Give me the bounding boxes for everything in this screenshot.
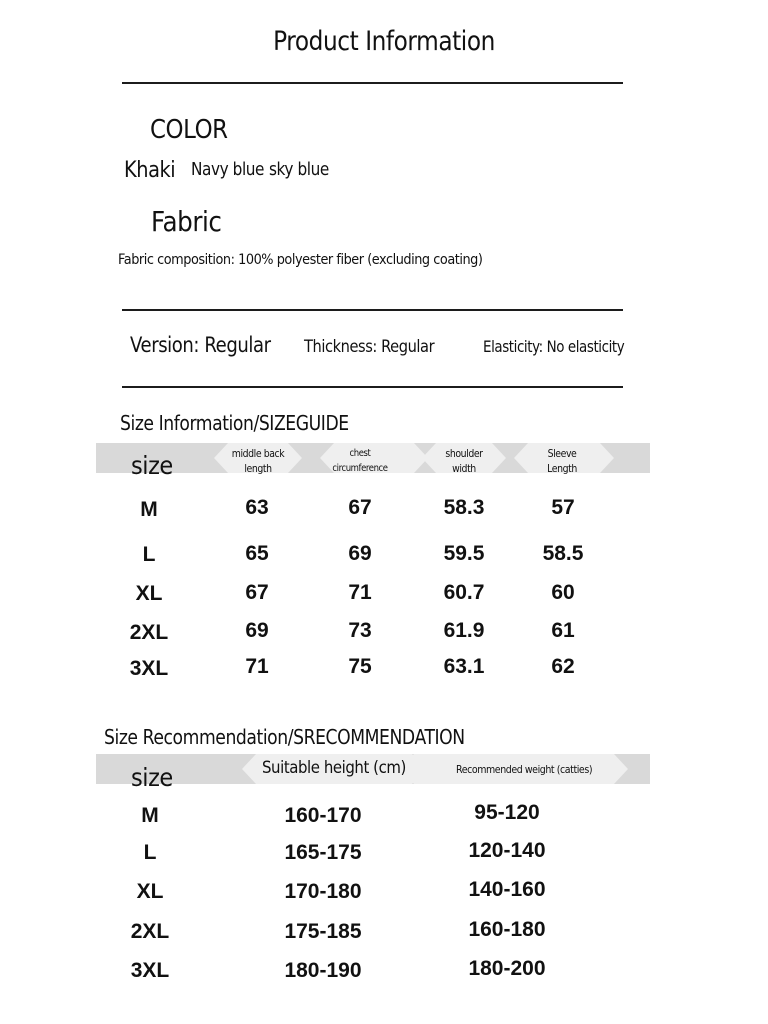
row-size-label: L: [143, 841, 157, 864]
row-size-label: L: [142, 543, 156, 566]
fabric-composition: Fabric composition: 100% polyester fiber (excluding coating): [118, 252, 483, 268]
spec-thickness: Thickness: Regular: [304, 337, 435, 357]
cell-value: 62: [551, 655, 575, 678]
divider: [122, 82, 623, 84]
weight-range: 95-120: [474, 801, 540, 824]
cell-value: 61.9: [443, 619, 485, 642]
cell-value: 57: [551, 496, 575, 519]
cell-value: 63: [245, 496, 269, 519]
row-size-label: M: [140, 498, 158, 521]
cell-value: 69: [245, 619, 269, 642]
column-header-recommended-weight: Recommended weight (catties): [456, 763, 593, 776]
cell-value: 59.5: [443, 542, 485, 565]
cell-value: 60: [551, 581, 575, 604]
cell-value: 73: [348, 619, 372, 642]
column-header-shoulder-width: shoulder width: [445, 447, 483, 475]
cell-value: 65: [245, 542, 269, 565]
cell-value: 71: [245, 655, 269, 678]
spec-elasticity: Elasticity: No elasticity: [483, 337, 625, 356]
weight-range: 140-160: [468, 878, 546, 901]
spec-version: Version: Regular: [130, 333, 271, 357]
cell-value: 60.7: [443, 581, 485, 604]
column-header-suitable-height: Suitable height (cm): [262, 758, 406, 778]
row-size-label: 3XL: [130, 959, 170, 982]
cell-value: 67: [348, 496, 372, 519]
color-option-sky-blue: sky blue: [269, 159, 329, 180]
cell-value: 58.5: [542, 542, 584, 565]
height-range: 175-185: [284, 920, 362, 943]
size-info-title: Size Information/SIZEGUIDE: [120, 411, 349, 435]
column-header-chest-circumference: chest circumference: [332, 448, 388, 474]
size-recommendation-size-header: size: [131, 763, 173, 792]
weight-range: 160-180: [468, 918, 546, 941]
height-range: 160-170: [284, 804, 362, 827]
height-range: 180-190: [284, 959, 362, 982]
page-title: Product Information: [273, 26, 495, 57]
row-size-label: XL: [135, 582, 163, 605]
weight-range: 180-200: [468, 957, 546, 980]
row-size-label: 3XL: [129, 657, 169, 680]
column-header-sleeve-length: Sleeve Length: [547, 447, 577, 475]
row-size-label: XL: [136, 880, 164, 903]
height-range: 170-180: [284, 880, 362, 903]
cell-value: 67: [245, 581, 269, 604]
cell-value: 69: [348, 542, 372, 565]
cell-value: 61: [551, 619, 575, 642]
size-recommendation-title: Size Recommendation/SRECOMMENDATION: [104, 725, 465, 749]
height-range: 165-175: [284, 841, 362, 864]
cell-value: 75: [348, 655, 372, 678]
fabric-heading: Fabric: [151, 205, 222, 238]
column-header-middle-back-length: middle back length: [231, 447, 285, 475]
color-option-khaki: Khaki: [124, 158, 176, 183]
row-size-label: 2XL: [130, 920, 170, 943]
weight-range: 120-140: [468, 839, 546, 862]
color-option-navy-blue: Navy blue: [191, 159, 265, 180]
divider: [122, 386, 623, 388]
cell-value: 71: [348, 581, 372, 604]
size-info-size-header: size: [131, 451, 173, 480]
color-heading: COLOR: [150, 115, 228, 145]
cell-value: 63.1: [443, 655, 485, 678]
cell-value: 58.3: [443, 496, 485, 519]
divider: [122, 309, 623, 311]
row-size-label: M: [141, 804, 159, 827]
row-size-label: 2XL: [129, 621, 169, 644]
